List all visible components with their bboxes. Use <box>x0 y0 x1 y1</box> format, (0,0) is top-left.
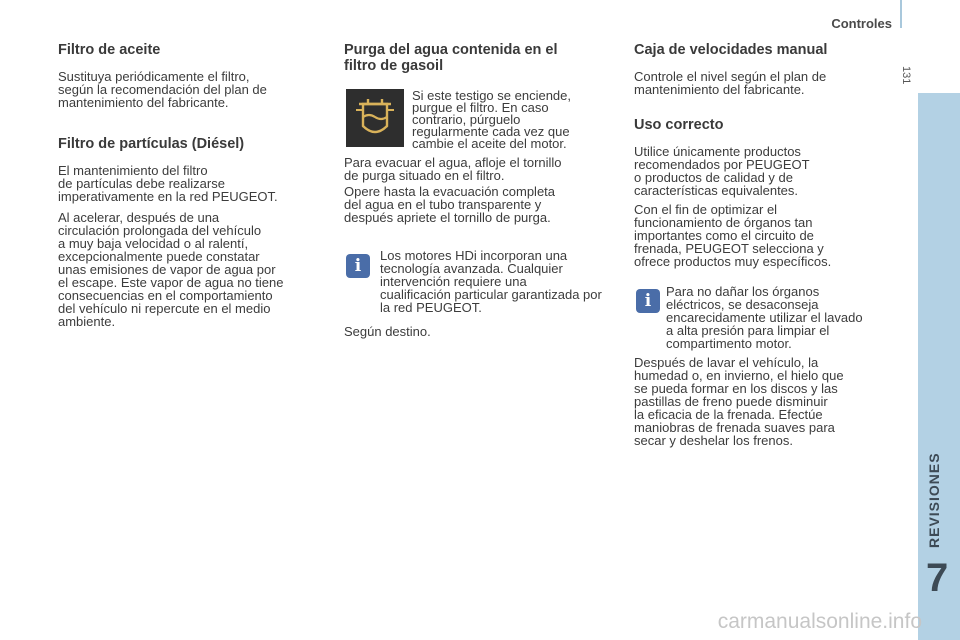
water-drain-heading: Purga del agua contenida en el filtro de gasoil <box>344 42 558 74</box>
correct-use-text-1: Utilice únicamente productos recomendados por PEUGEOT o productos de calidad y de características equivalentes. <box>634 144 810 198</box>
info-icon: i <box>636 289 660 313</box>
brake-drying-text: Después de lavar el vehículo, la humedad o, en invierno, el hielo que se pueda formar en los discos y las pastillas de freno puede disminuir la eficacia de la frenada. Efectúe maniobras de frenada suaves para secar y deshelar los frenos. <box>634 355 844 448</box>
particle-filter-heading: Filtro de partículas (Diésel) <box>58 136 245 152</box>
chapter-tab-label: REVISIONES <box>926 452 942 548</box>
info-icon: i <box>346 254 370 278</box>
particle-filter-text-2: Al acelerar, después de una circulación prolongada del vehículo a muy baja velocidad o al ralentí, excepcionalmente puede constatar unas emisiones de vapor de agua por el escape. Este vapor de agua no tiene consecuencias en el comportamiento del vehículo ni repercute en el medio ambiente. <box>58 210 284 329</box>
water-in-fuel-warning-icon <box>346 89 404 147</box>
page-header-title: Controles <box>831 16 892 31</box>
gearbox-text: Controle el nivel según el plan de mantenimiento del fabricante. <box>634 69 827 97</box>
header-divider <box>900 0 902 28</box>
chapter-number: 7 <box>926 556 949 600</box>
pressure-wash-info-text: Para no dañar los órganos eléctricos, se desaconseja encarecidamente utilizar el lavado a alta presión para limpiar el compartimento motor. <box>666 284 863 351</box>
correct-use-heading: Uso correcto <box>634 117 724 133</box>
correct-use-text-2: Con el fin de optimizar el funcionamiento de órganos tan importantes como el circuito de frenada, PEUGEOT selecciona y ofrece productos muy específicos. <box>634 202 832 269</box>
oil-filter-text: Sustituya periódicamente el filtro, según la recomendación del plan de mantenimiento del fabricante. <box>58 69 267 110</box>
column-2 <box>344 42 614 342</box>
particle-filter-text-1: El mantenimiento del filtro de partículas debe realizarse imperativamente en la red PEUGEOT. <box>58 163 278 204</box>
water-drain-text-1: Para evacuar el agua, afloje el tornillo de purga situado en el filtro. <box>344 155 562 183</box>
gearbox-heading: Caja de velocidades manual <box>634 42 828 58</box>
water-drain-text-2: Opere hasta la evacuación completa del agua en el tubo transparente y después apriete el tornillo de purga. <box>344 184 556 225</box>
page-number: 131 <box>900 66 912 85</box>
oil-filter-heading: Filtro de aceite <box>58 42 161 58</box>
hdi-info-text: Los motores HDi incorporan una tecnología avanzada. Cualquier intervención requiere una cualificación particular garantizada por la red PEUGEOT. <box>380 248 602 315</box>
warning-description: Si este testigo se enciende, purgue el filtro. En caso contrario, púrguelo regularmente cada vez que cambie el aceite del motor. <box>412 88 571 151</box>
watermark: carmanualsonline.info <box>717 610 922 633</box>
column-3 <box>634 42 909 462</box>
column-1 <box>58 42 328 328</box>
destination-note: Según destino. <box>344 324 431 339</box>
